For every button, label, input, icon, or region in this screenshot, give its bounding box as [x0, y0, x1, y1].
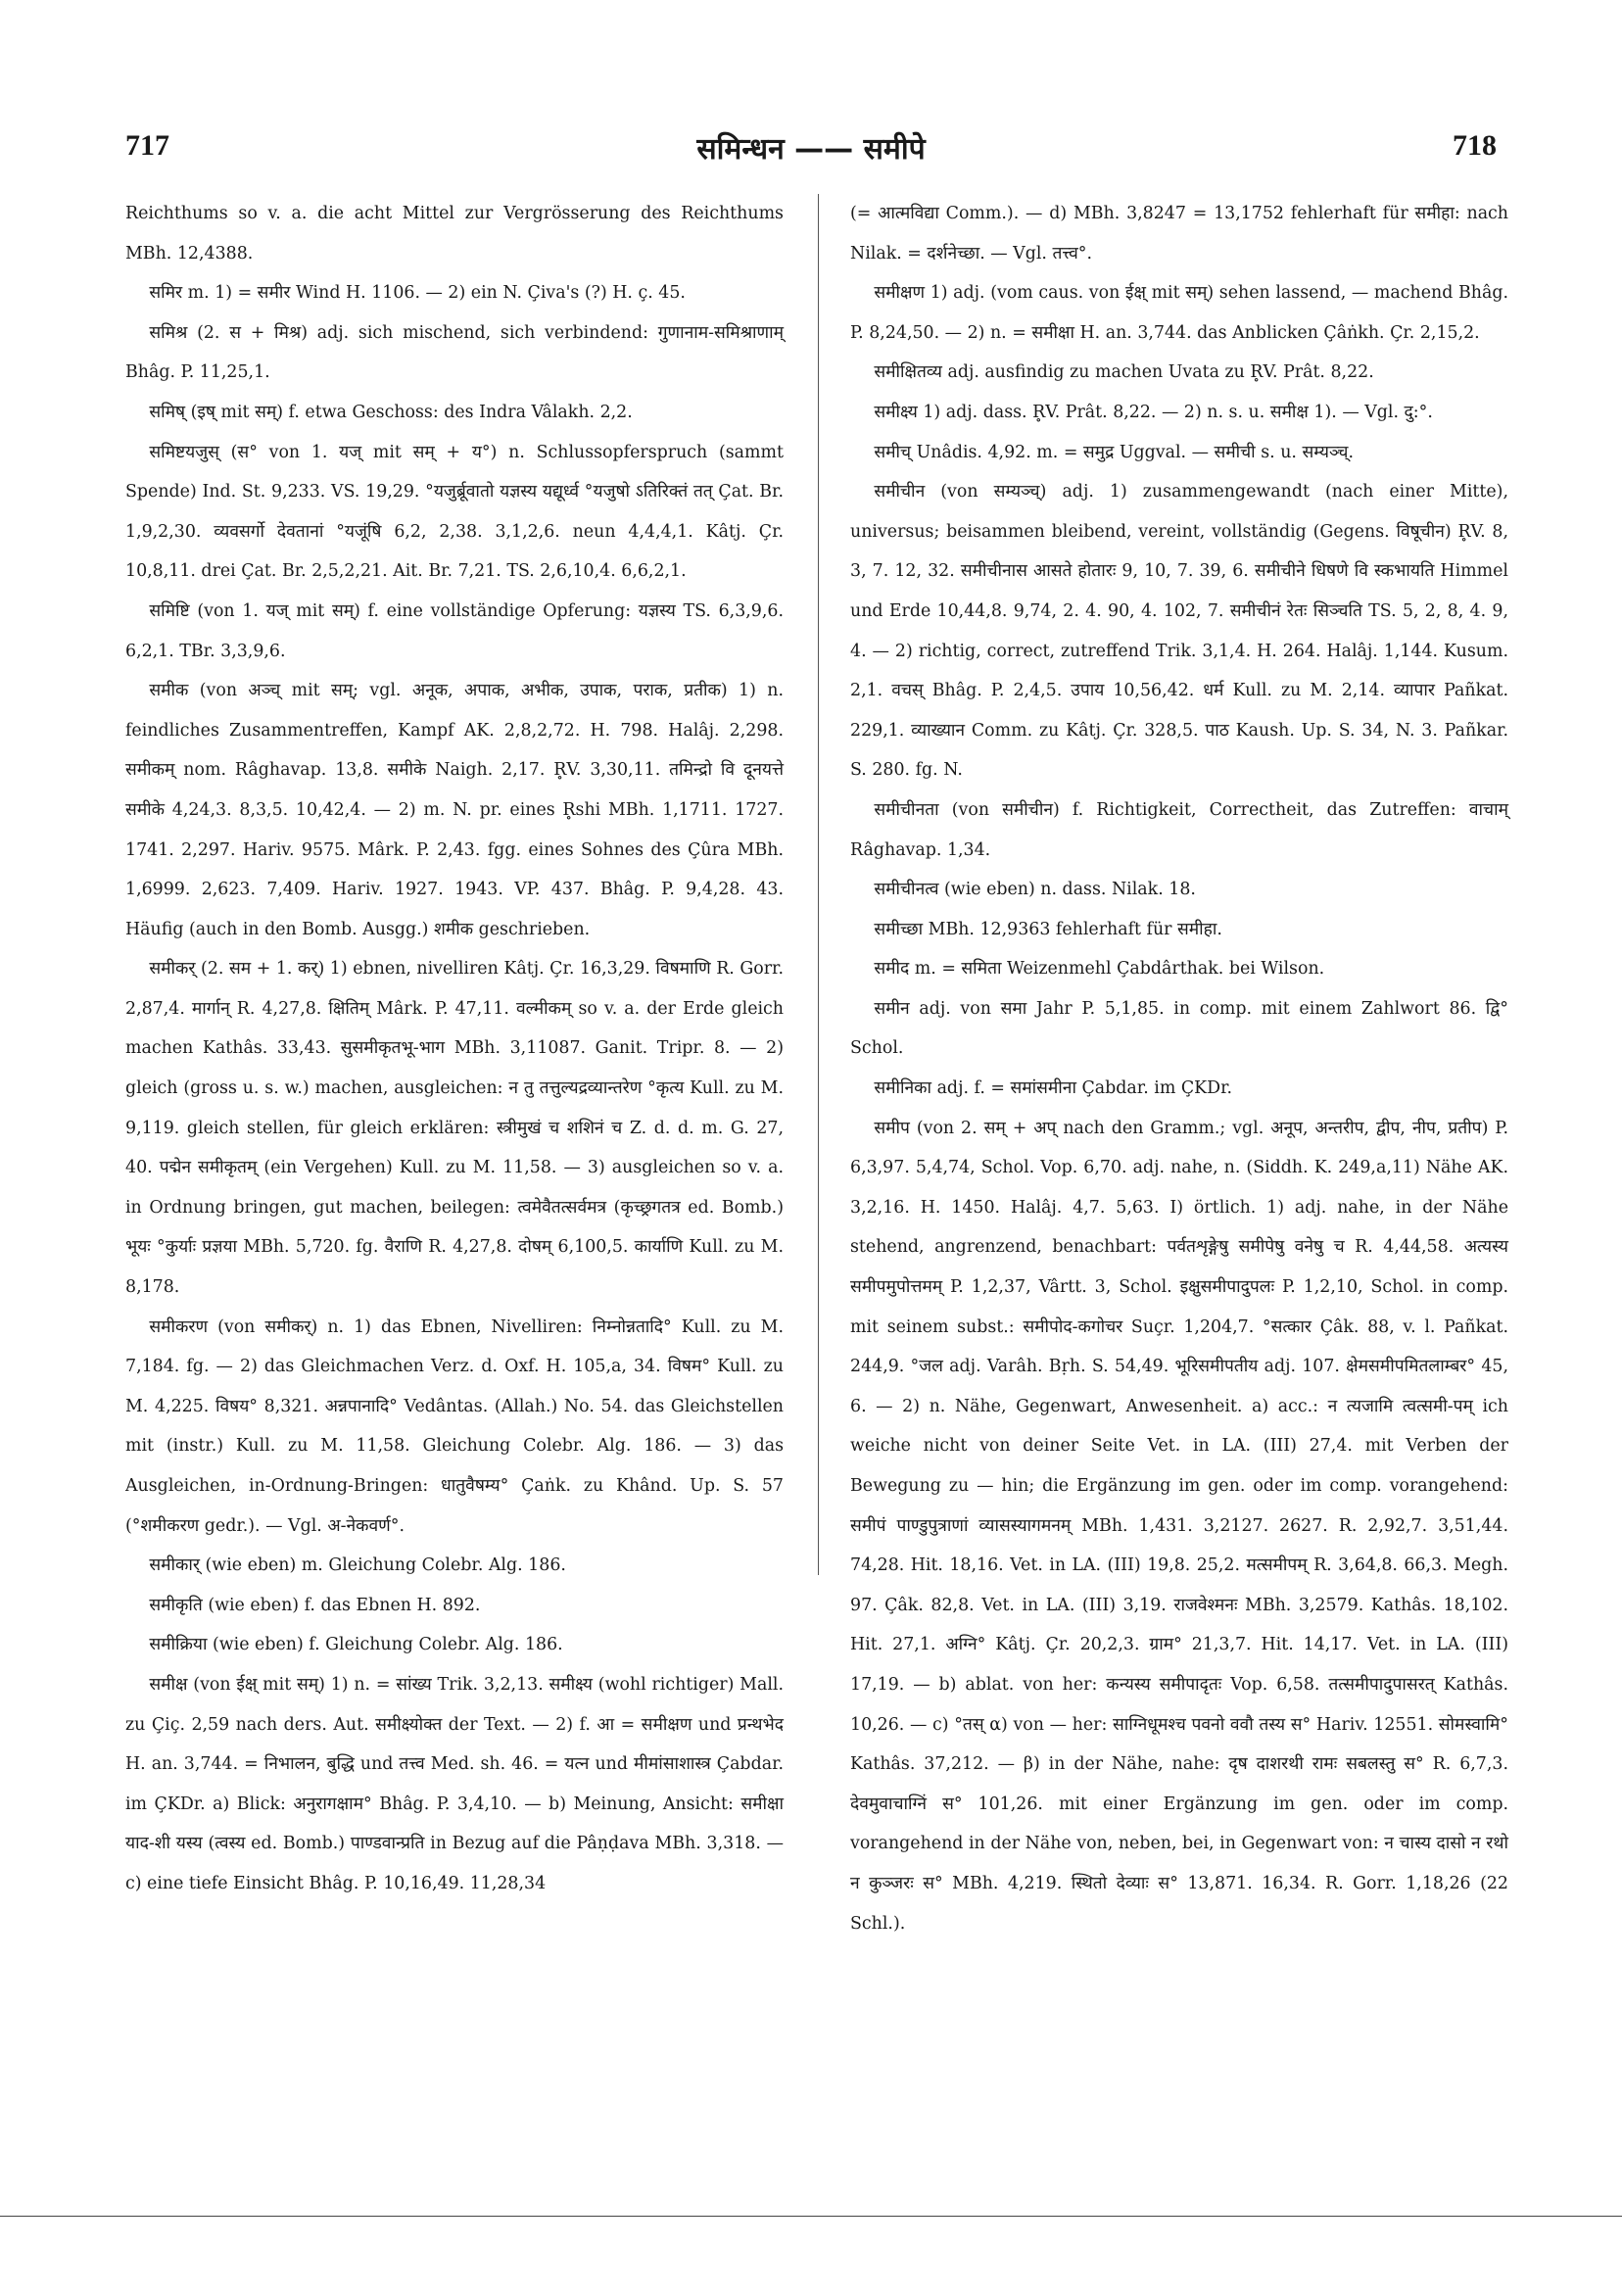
dictionary-entry: समीन adj. von समा Jahr P. 5,1,85. in comp. mit einem Zahlwort 86. द्वि° Schol. — [850, 998, 1508, 1059]
dictionary-entry: समीद m. = समिता Weizenmehl Çabdârthak. bei Wilson. — [874, 959, 1325, 980]
page-number-left: 717 — [125, 129, 169, 162]
dictionary-entry: समीकरण (von समीकर्) n. 1) das Ebnen, Nivelliren: निम्नोन्नतादि° Kull. zu M. 7,184. fg. — 2) das Gleichmachen Verz. d. Oxf. H. 105,a, 34. विषम° Kull. zu M. 4,225. विषय° 8,321. अन्नपानादि° Vedântas. (Allah.) No. 54. das Gleichstellen mit (instr.) Kull. zu M. 11,58. Gleichung Colebr. Alg. 186. — 3) das Ausgleichen, in-Ordnung-Bringen: धातुवैषम्य° Çaṅk. zu Khând. Up. S. 57 (°शमीकरण gedr.). — Vgl. अ-नेकवर्ण°. — [125, 1316, 784, 1536]
dictionary-entry: समीच्छा MBh. 12,9363 fehlerhaft für समीहा. — [874, 919, 1222, 939]
column-divider — [818, 194, 819, 1575]
dictionary-entry: समीक (von अञ्च् mit सम्; vgl. अनूक, अपाक, अभीक, उपाक, पराक, प्रतीक) 1) n. feindliches Zusammentreffen, Kampf AK. 2,8,2,72. H. 798. Halâj. 2,298. समीकम् nom. Râghavap. 13,8. समीके Naigh. 2,17. R̥V. 3,30,11. तमिन्द्रो वि दूनयत्ते समीके 4,24,3. 8,3,5. 10,42,4. — 2) m. N. pr. eines R̥shi MBh. 1,1711. 1727. 1741. 2,297. Hariv. 9575. Mârk. P. 2,43. fgg. eines Sohnes des Çûra MBh. 1,6999. 2,623. 7,409. Hariv. 1927. 1943. VP. 437. Bhâg. P. 9,4,28. 43. Häufig (auch in den Bomb. Ausgg.) शमीक geschrieben. — [125, 681, 784, 939]
dictionary-entry: (= आत्मविद्या Comm.). — d) MBh. 3,8247 = 13,1752 fehlerhaft für समीहा: nach Nilak. = दर्शनेच्छा. — Vgl. तत्त्व°. — [850, 204, 1508, 263]
dictionary-entry: समीक्ष (von ईक्ष् mit सम्) 1) n. = सांख्य Trik. 3,2,13. समीक्ष्य (wohl richtiger) Mall. zu Çiç. 2,59 nach ders. Aut. समीक्ष्योक्त der Text. — 2) f. आ = समीक्षण und प्रन्थभेद H. an. 3,744. = निभालन, बुद्धि und तत्त्व Med. sh. 46. = यत्न und मीमांसाशास्त्र Çabdar. im ÇKDr. a) Blick: अनुरागक्षाम° Bhâg. P. 3,4,10. — b) Meinung, Ansicht: समीक्षा याद-शी यस्य (त्वस्य ed. Bomb.) पाण्डवान्प्रति in Bezug auf die Pâṇḍava MBh. 3,318. — c) eine tiefe Einsicht Bhâg. P. 10,16,49. 11,28,34 — [125, 1674, 784, 1893]
left-column — [125, 194, 784, 1904]
dictionary-entry: समीकार् (wie eben) m. Gleichung Colebr. Alg. 186. — [149, 1555, 566, 1576]
dictionary-entry: समीच् Unâdis. 4,92. m. = समुद्र Uggval. — समीची s. u. सम्यञ्च्. — [874, 442, 1354, 462]
dictionary-entry: समीक्रिया (wie eben) f. Gleichung Colebr. Alg. 186. — [149, 1635, 563, 1655]
dictionary-entry: समिष् (इष् mit सम्) f. etwa Geschoss: des Indra Vâlakh. 2,2. — [149, 402, 633, 422]
dictionary-entry: समीचीन (von सम्यञ्च्) adj. 1) zusammengewandt (nach einer Mitte), universus; beisammen bleibend, vereint, vollständig (Gegens. विषूचीन) R̥V. 8, 3, 7. 12, 32. समीचीनास आसते होतारः 9, 10, 7. 39, 6. समीचीने धिषणे वि स्कभायति Himmel und Erde 10,44,8. 9,74, 2. 4. 90, 4. 102, 7. समीचीनं रेतः सिञ्चति TS. 5, 2, 8, 4. 9, 4. — 2) richtig, correct, zutreffend Trik. 3,1,4. H. 264. Halâj. 1,144. Kusum. 2,1. वचस् Bhâg. P. 2,4,5. उपाय 10,56,42. धर्म Kull. zu M. 2,14. व्यापार Pañkat. 229,1. व्याख्यान Comm. zu Kâtj. Çr. 328,5. पाठ Kaush. Up. S. 34, N. 3. Pañkar. S. 280. fg. N. — [850, 482, 1508, 781]
dictionary-entry: समिश्र (2. स + मिश्र) adj. sich mischend, sich verbindend: गुणानाम-समिश्राणाम् Bhâg. P. 11,25,1. — [125, 322, 784, 383]
dictionary-entry: समीकर् (2. सम + 1. कर्) 1) ebnen, nivelliren Kâtj. Çr. 16,3,29. विषमाणि R. Gorr. 2,87,4. मार्गान् R. 4,27,8. क्षितिम् Mârk. P. 47,11. वल्मीकम् so v. a. der Erde gleich machen Kathâs. 33,43. सुसमीकृतभू-भाग MBh. 3,11087. Ganit. Tripr. 8. — 2) gleich (gross u. s. w.) machen, ausgleichen: न तु तत्तुल्यद्रव्यान्तरेण °कृत्य Kull. zu M. 9,119. gleich stellen, für gleich erklären: स्त्रीमुखं च शशिनं च Z. d. d. m. G. 27, 40. पद्मेन समीकृतम् (ein Vergehen) Kull. zu M. 11,58. — 3) ausgleichen so v. a. in Ordnung bringen, gut machen, beilegen: त्वमेवैतत्सर्वमत्र (कृच्छ्रगतत्र ed. Bomb.) भूयः °कुर्याः प्रज्ञया MBh. 5,720. fg. वैराणि R. 4,27,8. दोषम् 6,100,5. कार्याणि Kull. zu M. 8,178. — [125, 959, 784, 1298]
dictionary-entry: समिर m. 1) = समीर Wind H. 1106. — 2) ein N. Çiva's (?) H. ç. 45. — [149, 283, 686, 304]
dictionary-entry: समीचीनता (von समीचीन) f. Richtigkeit, Correctheit, das Zutreffen: वाचाम् Râghavap. 1,34. — [850, 799, 1508, 860]
dictionary-entry: समीकृति (wie eben) f. das Ebnen H. 892. — [149, 1595, 481, 1615]
running-head: समिन्धन —— समीपे — [696, 132, 926, 167]
dictionary-entry: Reichthums so v. a. die acht Mittel zur Vergrösserung des Reichthums MBh. 12,4388. — [125, 204, 784, 263]
bottom-rule — [0, 2216, 1622, 2217]
dictionary-entry: समीक्ष्य 1) adj. dass. R̥V. Prât. 8,22. — 2) n. s. u. समीक्ष 1). — Vgl. दु:°. — [874, 402, 1433, 422]
dictionary-entry: समीचीनत्व (wie eben) n. dass. Nilak. 18. — [874, 880, 1196, 900]
dictionary-entry: समीप (von 2. सम् + अप् nach den Gramm.; vgl. अनूप, अन्तरीप, द्वीप, नीप, प्रतीप) P. 6,3,97. 5,4,74, Schol. Vop. 6,70. adj. nahe, n. (Siddh. K. 249,a,11) Nähe AK. 3,2,16. H. 1450. Halâj. 4,7. 5,63. I) örtlich. 1) adj. nahe, in der Nähe stehend, angrenzend, benachbart: पर्वतशृङ्गेषु समीपेषु वनेषु च R. 4,44,58. अत्यस्य समीपमुपोत्तमम् P. 1,2,37, Vârtt. 3, Schol. इक्षुसमीपादुपलः P. 1,2,10, Schol. in comp. mit seinem subst.: समीपोद-कगोचर Suçr. 1,204,7. °सत्कार Çâk. 88, v. l. Pañkat. 244,9. °जल adj. Varâh. Bṛh. S. 54,49. भूरिसमीपतीय adj. 107. क्षेमसमीपमितलाम्बर° 45, 6. — 2) n. Nähe, Gegenwart, Anwesenheit. a) acc.: न त्यजामि त्वत्समी-पम् ich weiche nicht von deiner Seite Vet. in LA. (III) 27,4. mit Verben der Bewegung zu — hin; die Ergänzung im gen. oder im comp. vorangehend: समीपं पाण्डुपुत्राणां व्यासस्यागमनम् MBh. 1,431. 3,2127. 2627. R. 2,92,7. 3,51,44. 74,28. Hit. 18,16. Vet. in LA. (III) 19,8. 25,2. मत्समीपम् R. 3,64,8. 66,3. Megh. 97. Çâk. 82,8. Vet. in LA. (III) 3,19. राजवेश्मनः MBh. 3,2579. Kathâs. 18,102. Hit. 27,1. अग्नि° Kâtj. Çr. 20,2,3. ग्राम° 21,3,7. Hit. 14,17. Vet. in LA. (III) 17,19. — b) ablat. von her: कन्यस्य समीपादृतः Vop. 6,58. तत्समीपादुपासरत् Kathâs. 10,26. — c) °तस् α) von — her: साग्निधूमश्च पवनो ववौ तस्य स° Hariv. 12551. सोमस्वामि° Kathâs. 37,212. — β) in der Nähe, nahe: दृष दाशरथी रामः सबलस्तु स° R. 6,7,3. देवमुवाचाग्निं स° 101,26. mit einer Ergänzung im gen. oder im comp. vorangehend in der Nähe von, neben, bei, in Gegenwart von: न चास्य दासो न रथो न कुञ्जरः स° MBh. 4,219. स्थितो देव्याः स° 13,871. 16,34. R. Gorr. 1,18,26 (22 Schl.). — [850, 1118, 1508, 1934]
dictionary-entry: समिष्टि (von 1. यज् mit सम्) f. eine vollständige Opferung: यज्ञस्य TS. 6,3,9,6. 6,2,1. TBr. 3,3,9,6. — [125, 600, 784, 661]
page-number-right: 718 — [1453, 129, 1497, 162]
page-header — [125, 129, 1497, 178]
dictionary-entry: समीक्षितव्य adj. ausfindig zu machen Uvata zu R̥V. Prât. 8,22. — [874, 362, 1374, 383]
dictionary-entry: समीनिका adj. f. = समांसमीना Çabdar. im ÇKDr. — [874, 1078, 1233, 1099]
dictionary-entry: समीक्षण 1) adj. (vom caus. von ईक्ष् mit सम्) sehen lassend, — machend Bhâg. P. 8,24,50. — 2) n. = समीक्षा H. an. 3,744. das Anblicken Çâṅkh. Çr. 2,15,2. — [850, 283, 1508, 343]
dictionary-entry: समिष्टयजुस् (स° von 1. यज् mit सम् + य°) n. Schlussopferspruch (sammt Spende) Ind. St. 9,233. VS. 19,29. °यजुर्ब्रूवातो यज्ञस्य यद्यूर्ध्व °यजुषो ऽतिरिक्तं तत् Çat. Br. 1,9,2,30. व्यवसर्गो देवतानां °यजूंषि 6,2, 2,38. 3,1,2,6. neun 4,4,4,1. Kâtj. Çr. 10,8,11. drei Çat. Br. 2,5,2,21. Ait. Br. 7,21. TS. 2,6,10,4. 6,6,2,1. — [125, 442, 784, 582]
right-column — [850, 194, 1508, 1943]
